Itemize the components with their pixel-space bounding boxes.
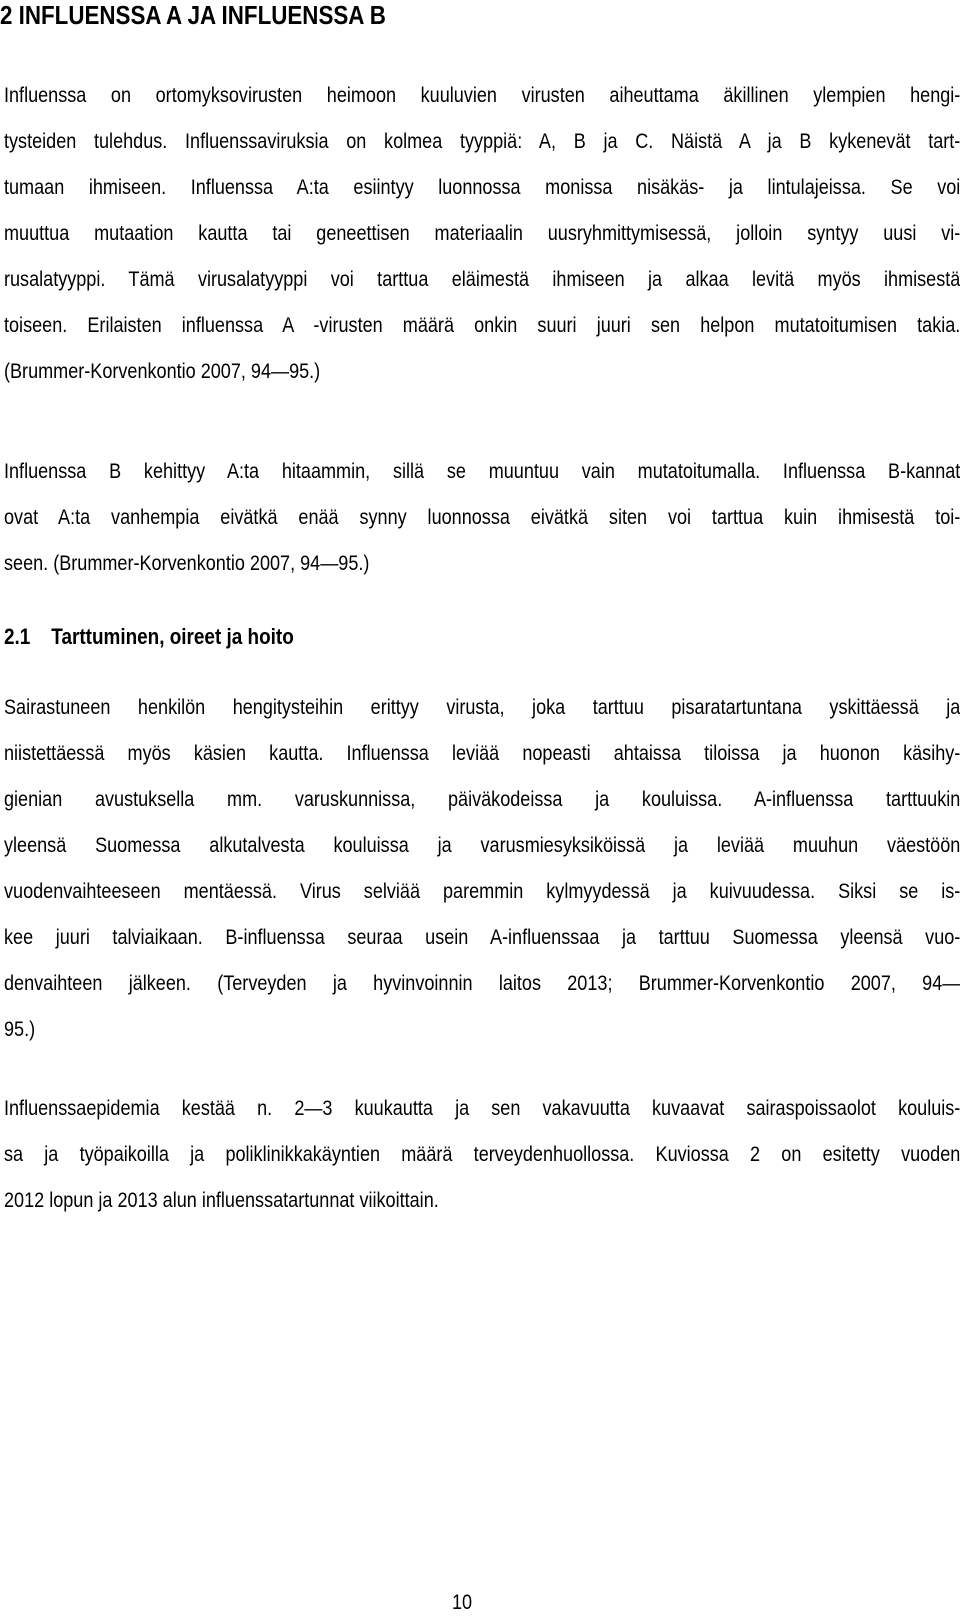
paragraph-tarttuminen — [4, 685, 960, 1053]
text-line: rusalatyyppi. Tämä virusalatyyppi voi tarttua eläimestä ihmiseen ja alkaa levitä myös ihmisestä — [4, 268, 960, 291]
text-line: yleensä Suomessa alkutalvesta kouluissa ja varusmiesyksiköissä ja leviää muuhun väestöön — [4, 834, 960, 857]
subsection-heading — [4, 622, 294, 652]
section-heading: 2 INFLUENSSA A JA INFLUENSSA B — [0, 0, 386, 30]
subsection-number: 2.1 — [4, 624, 31, 649]
text-line: toiseen. Erilaisten influenssa A -virusten määrä onkin suuri juuri sen helpon mutatoitumisen takia. — [4, 314, 960, 337]
paragraph-influenssa-b — [4, 449, 960, 587]
text-line: niistettäessä myös käsien kautta. Influenssa leviää nopeasti ahtaissa tiloissa ja huonon käsihy- — [4, 742, 960, 765]
text-line: gienian avustuksella mm. varuskunnissa, päiväkodeissa ja kouluissa. A-influenssa tarttuukin — [4, 788, 960, 811]
text-line: Sairastuneen henkilön hengitysteihin erittyy virusta, joka tarttuu pisaratartuntana yskittäessä ja — [4, 696, 960, 719]
text-line: denvaihteen jälkeen. (Terveyden ja hyvinvoinnin laitos 2013; Brummer-Korvenkontio 2007, 94— — [4, 972, 960, 995]
text-line: muuttua mutaation kautta tai geneettisen materiaalin uusryhmittymisessä, jolloin syntyy uusi vi- — [4, 222, 960, 245]
text-line: seen. (Brummer-Korvenkontio 2007, 94—95.) — [4, 552, 370, 575]
text-line: ovat A:ta vanhempia eivätkä enää synny luonnossa eivätkä siten voi tarttua kuin ihmisestä toi- — [4, 506, 960, 529]
text-line: vuodenvaihteeseen mentäessä. Virus selviää paremmin kylmyydessä ja kuivuudessa. Siksi se is- — [4, 880, 960, 903]
subsection-title: Tarttuminen, oireet ja hoito — [51, 624, 294, 649]
text-line: kee juuri talviaikaan. B-influenssa seuraa usein A-influenssaa ja tarttuu Suomessa yleensä vuo- — [4, 926, 960, 949]
page-number: 10 — [452, 1591, 473, 1614]
text-line: tysteiden tulehdus. Influenssaviruksia on kolmea tyyppiä: A, B ja C. Näistä A ja B kykenevät tart- — [4, 130, 960, 153]
text-line: Influenssa B kehittyy A:ta hitaammin, sillä se muuntuu vain mutatoitumalla. Influenssa B-kannat — [4, 460, 960, 483]
paragraph-epidemia — [4, 1086, 960, 1224]
text-line: tumaan ihmiseen. Influenssa A:ta esiintyy luonnossa monissa nisäkäs- ja lintulajeissa. Se voi — [4, 176, 960, 199]
paragraph-influenssa-intro — [4, 73, 960, 395]
text-line: 95.) — [4, 1018, 36, 1041]
text-line: Influenssaepidemia kestää n. 2—3 kuukautta ja sen vakavuutta kuvaavat sairaspoissaolot kouluis- — [4, 1097, 960, 1120]
text-line: Influenssa on ortomyksovirusten heimoon kuuluvien virusten aiheuttama äkillinen ylempien hengi- — [4, 84, 960, 107]
text-line: 2012 lopun ja 2013 alun influenssatartunnat viikoittain. — [4, 1189, 439, 1212]
text-line: sa ja työpaikoilla ja poliklinikkakäyntien määrä terveydenhuollossa. Kuviossa 2 on esitetty vuoden — [4, 1143, 960, 1166]
text-line: (Brummer-Korvenkontio 2007, 94—95.) — [4, 360, 321, 383]
